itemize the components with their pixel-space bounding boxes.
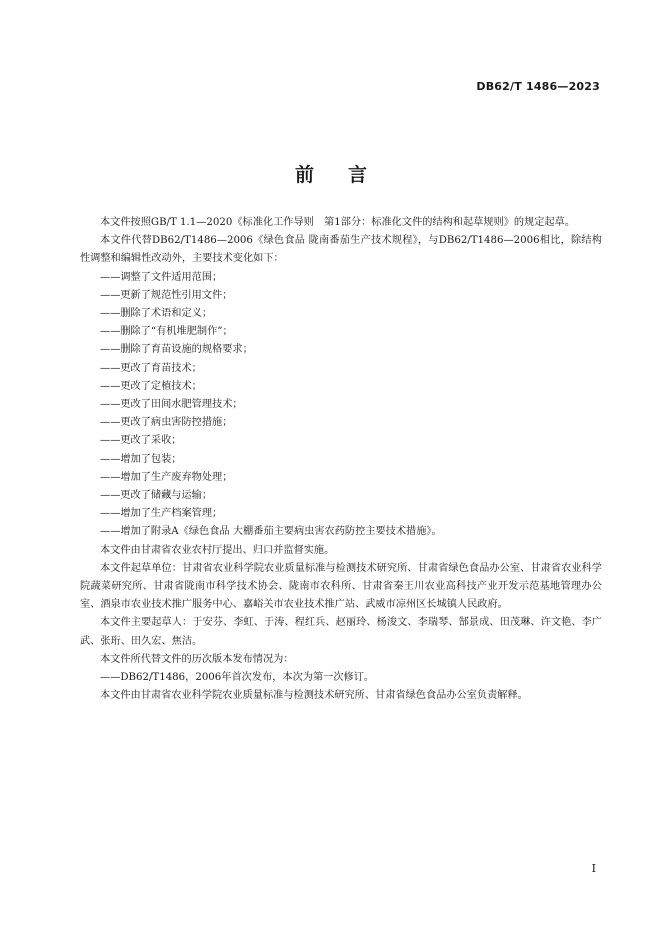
change-item: ——更改了储藏与运输；: [100, 490, 213, 502]
standard-code: DB62/T 1486—2023: [476, 80, 600, 93]
change-item: ——更新了规范性引用文件；: [100, 289, 233, 301]
paragraph-drafters: 本文件主要起草人：于安芬、李虹、于涛、程红兵、赵丽玲、杨浚文、李瑞琴、郜景成、田茂琳、许文艳、李广武、张珩、田久宏、焦洁。: [80, 617, 602, 647]
change-item: ——更改了田间水肥管理技术；: [100, 399, 243, 411]
change-item: ——增加了附录A《绿色食品 大棚番茄主要病虫害农药防控主要技术措施》。: [100, 526, 442, 538]
change-item: ——更改了育苗技术；: [100, 362, 202, 374]
change-item: ——增加了包装；: [100, 453, 182, 465]
paragraph-history-intro: 本文件所代替文件的历次版本发布情况为：: [100, 653, 294, 665]
paragraph-drafting-units: 本文件起草单位：甘肃省农业科学院农业质量标准与检测技术研究所、甘肃省绿色食品办公室、甘肃省农业科学院蔬菜研究所、甘肃省陇南市科学技术协会、陇南市农科所、甘肃省秦王川农业高科技产业开发示范基地管理办公室、酒泉市农业技术推广服务中心、嘉峪关市农业技术推广站、武威市凉州区长城镇人民政府。: [80, 562, 602, 611]
title-char-2: 言: [348, 164, 368, 186]
paragraph-history-item: ——DB62/T1486，2006年首次发布，本次为第一次修订。: [100, 672, 375, 684]
paragraph-interpretation: 本文件由甘肃省农业科学院农业质量标准与检测技术研究所、甘肃省绿色食品办公室负责解释。: [100, 690, 528, 702]
page-number: I: [591, 862, 596, 875]
paragraph-replacement: 本文件代替DB62/T1486—2006《绿色食品 陇南番茄生产技术规程》，与DB62/T1486—2006相比，除结构性调整和编辑性改动外，主要技术变化如下：: [80, 235, 602, 265]
change-item: ——更改了采收；: [100, 435, 182, 447]
change-item: ——增加了生产档案管理；: [100, 508, 223, 520]
change-item: ——增加了生产废弃物处理；: [100, 471, 233, 483]
change-item: ——删除了术语和定义；: [100, 308, 213, 320]
paragraph-proposer: 本文件由甘肃省农业农村厅提出、归口并监督实施。: [100, 544, 335, 556]
title-char-1: 前: [294, 164, 314, 186]
foreword-body: [80, 214, 602, 705]
page-title: [0, 160, 662, 187]
paragraph-drafting-basis: 本文件按照GB/T 1.1—2020《标准化工作导则 第1部分：标准化文件的结构和起草规则》的规定起草。: [100, 217, 576, 228]
change-item: ——更改了定植技术；: [100, 380, 202, 392]
change-item: ——更改了病虫害防控措施；: [100, 417, 233, 429]
change-item: ——删除了“有机堆肥制作”；: [100, 326, 233, 338]
change-item: ——删除了育苗设施的规格要求；: [100, 344, 253, 356]
change-item: ——调整了文件适用范围；: [100, 271, 223, 283]
